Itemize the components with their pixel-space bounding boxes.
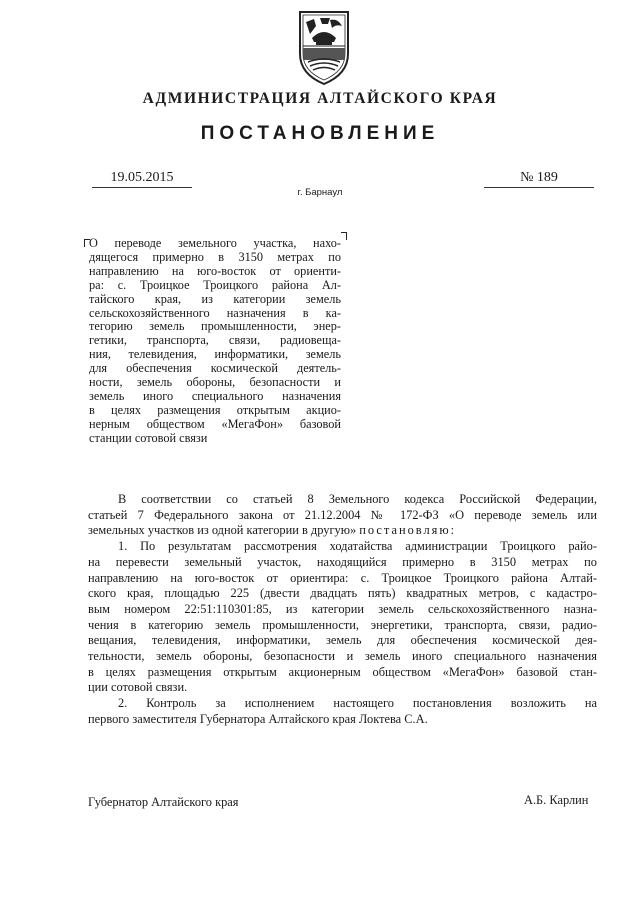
- item1-line: на перевести земельный участок, находящийся примерно в 3150 метрах по: [88, 554, 597, 569]
- decree-word: постановляю:: [359, 523, 457, 538]
- subject-line: нерным обществом «МегаФон» базовой: [89, 416, 341, 431]
- subject-line: тайского края, из категории земель: [89, 291, 341, 306]
- coat-of-arms-icon: [296, 8, 352, 88]
- item2-line: 2. Контроль за исполнением настоящего постановления возложить на: [118, 696, 597, 711]
- document-type: ПОСТАНОВЛЕНИЕ: [200, 123, 440, 144]
- subject-line: в целях размещения открытым акцио-: [89, 402, 341, 417]
- item1-line: в целях размещения открытым акционерным обществом «МегаФон» базовой стан-: [88, 664, 597, 679]
- subject-line: ния, телевидения, информатики, земель: [89, 347, 341, 362]
- item1-line: чения в категорию земель промышленности, энергетики, транспорта, связи, радио-: [88, 617, 597, 632]
- subject-line: станции сотовой связи: [89, 430, 208, 445]
- document-body: [88, 492, 597, 728]
- item1-line: вым номером 22:51:110301:85, из категории земель сельскохозяйственного назна-: [88, 601, 597, 616]
- subject-line: тегорию земель промышленности, энер-: [89, 319, 341, 334]
- item1-line: вещания, телевидения, информатики, земель для обеспечения космической дея-: [88, 633, 597, 648]
- subject-block: [89, 237, 341, 446]
- document-date: 19.05.2015: [110, 170, 174, 185]
- subject-line: гетики, транспорта, связи, радиовеща-: [89, 333, 341, 348]
- signature-position: Губернатор Алтайского края: [88, 795, 239, 809]
- subject-line: земель иного специального назначения: [89, 388, 341, 403]
- item1-line: ского края, площадью 225 (двести двадцать пять) квадратных метров, с кадастро-: [88, 586, 597, 601]
- subject-line: для обеспечения космической деятель-: [89, 361, 341, 376]
- subject-line: О переводе земельного участка, нахо-: [89, 236, 341, 250]
- item2-line: первого заместителя Губернатора Алтайского края Локтева С.А.: [88, 711, 428, 726]
- signature-name: А.Б. Карлин: [524, 793, 589, 807]
- subject-corner-right: [341, 232, 347, 240]
- preamble-line-last: [88, 523, 597, 539]
- document-number: № 189: [520, 170, 558, 185]
- item1-line: тельности, земель обороны, безопасности и земель иного специального назначения: [88, 649, 597, 664]
- preamble-line: статьей 7 Федерального закона от 21.12.2004 № 172-ФЗ «О переводе земель или: [88, 507, 597, 522]
- item1-line: ции сотовой связи.: [88, 680, 188, 695]
- subject-line: направлению на юго-восток от ориенти-: [89, 263, 341, 278]
- subject-line: ности, земель обороны, безопасности и: [89, 375, 341, 390]
- subject-line: дящегося примерно в 3150 метрах по: [89, 249, 341, 264]
- subject-line: ра: с. Троицкое Троицкого района Ал-: [89, 277, 341, 292]
- item1-line: направлению на юго-восток от ориентира: с. Троицкое Троицкого района Алтай-: [88, 570, 597, 585]
- organization-title: АДМИНИСТРАЦИЯ АЛТАЙСКОГО КРАЯ: [142, 90, 498, 107]
- city-label: г. Барнаул: [297, 187, 343, 198]
- preamble-tail: земельных участков из одной категории в другую»: [88, 523, 357, 538]
- item1-line: 1. По результатам рассмотрения ходатайства администрации Троицкого райо-: [118, 539, 597, 554]
- subject-line: сельскохозяйственного назначения в ка-: [89, 305, 341, 320]
- preamble-line: В соответствии со статьей 8 Земельного кодекса Российской Федерации,: [118, 492, 597, 506]
